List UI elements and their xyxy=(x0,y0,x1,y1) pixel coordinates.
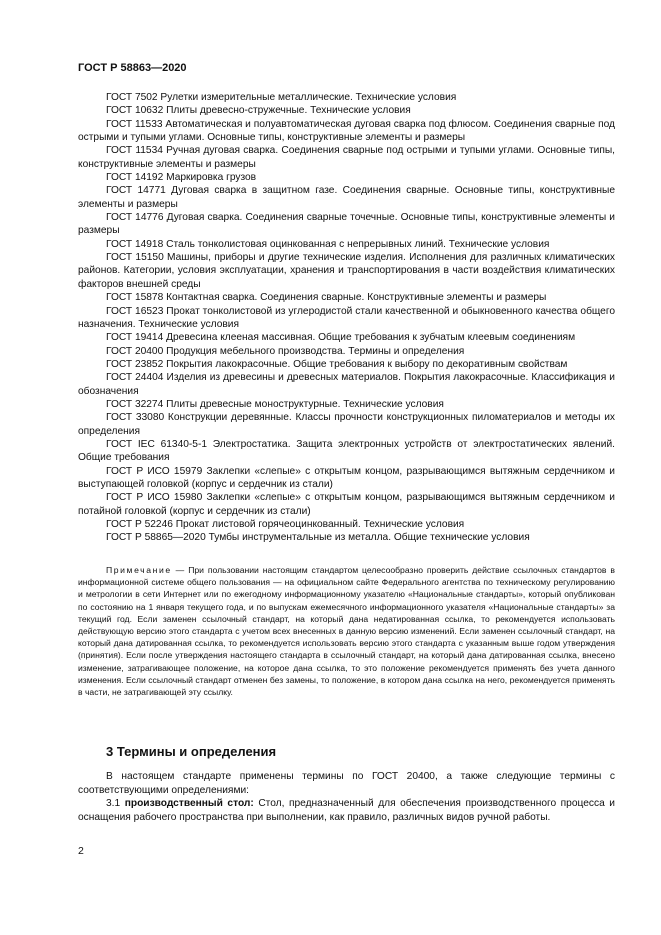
term-number: 3.1 xyxy=(106,798,121,809)
reference-item: ГОСТ 33080 Конструкции деревянные. Классы прочности конструкционных пиломатериалов и методы их определения xyxy=(78,412,615,437)
reference-item: ГОСТ Р 58865—2020 Тумбы инструментальные из металла. Общие технические условия xyxy=(106,532,530,544)
reference-item: ГОСТ 20400 Продукция мебельного производства. Термины и определения xyxy=(106,345,465,357)
reference-item: ГОСТ 32274 Плиты древесные моноструктурные. Технические условия xyxy=(106,398,444,410)
reference-item: ГОСТ 14192 Маркировка грузов xyxy=(106,172,257,184)
reference-item: ГОСТ 19414 Древесина клееная массивная. Общие требования к зубчатым клеевым соединениям xyxy=(106,332,576,344)
term-definition: Стол, предназначенный для обеспечения производственного процесса и оснащения рабочего пространства при выполнении, как правило, различных видов ручной работы. xyxy=(78,798,615,823)
section-intro: В настоящем стандарте применены термины по ГОСТ 20400, а также следующие термины с соответствующими определениями: xyxy=(78,771,615,796)
page-number: 2 xyxy=(78,845,84,857)
section-body xyxy=(78,770,615,824)
reference-item: ГОСТ 15878 Контактная сварка. Соединения сварные. Конструктивные элементы и размеры xyxy=(106,292,547,304)
reference-item: ГОСТ Р ИСО 15980 Заклепки «слепые» с открытым концом, разрывающимся вытяжным сердечником и потайной головкой (корпус и сердечник из стали) xyxy=(78,492,615,517)
reference-item: ГОСТ 23852 Покрытия лакокрасочные. Общие требования к выбору по декоративным свойствам xyxy=(106,358,568,370)
section-heading: 3 Термины и определения xyxy=(106,744,277,759)
term-name: производственный стол: xyxy=(124,798,254,809)
normative-references-list xyxy=(78,91,615,545)
reference-item: ГОСТ Р ИСО 15979 Заклепки «слепые» с открытым концом, разрывающимся вытяжным сердечником и выступающей головкой (корпус и сердечник из стали) xyxy=(78,465,615,490)
reference-item: ГОСТ 14918 Сталь тонколистовая оцинкованная с непрерывных линий. Технические условия xyxy=(106,238,550,250)
reference-item: ГОСТ 14776 Дуговая сварка. Соединения сварные точечные. Основные типы, конструктивные элементы и размеры xyxy=(78,212,615,237)
reference-item: ГОСТ Р 52246 Прокат листовой горячеоцинкованный. Технические условия xyxy=(106,519,465,530)
reference-item: ГОСТ 11533 Автоматическая и полуавтоматическая дуговая сварка под флюсом. Соединения сварные под острыми и тупыми углами. Основные типы, конструктивные элементы и размеры xyxy=(78,118,615,144)
reference-item: ГОСТ 16523 Прокат тонколистовой из углеродистой стали качественной и обыкновенного качества общего назначения. Технические условия xyxy=(78,305,615,330)
reference-item: ГОСТ 7502 Рулетки измерительные металлические. Технические условия xyxy=(106,92,457,103)
reference-item: ГОСТ 14771 Дуговая сварка в защитном газе. Соединения сварные. Основные типы, конструктивные элементы и размеры xyxy=(78,185,615,210)
reference-item: ГОСТ IEC 61340-5-1 Электростатика. Защита электронных устройств от электростатических явлений. Общие требования xyxy=(78,438,615,464)
reference-item: ГОСТ 10632 Плиты древесно-стружечные. Технические условия xyxy=(106,105,411,117)
term-definition-paragraph xyxy=(78,797,615,824)
reference-item: ГОСТ 15150 Машины, приборы и другие технические изделия. Исполнения для различных климатических районов. Категории, условия эксплуатации, хранения и транспортирования в части воздействия климатических факторов внешней среды xyxy=(78,252,615,290)
note-text: — При пользовании настоящим стандартом целесообразно проверить действие ссылочных стандартов в информационной системе общего пользования — на официальном сайте Федерального агентства по техническому регулированию и метрологии в сети Интернет или по ежегодному информационному указателю «Национальные стандарты», который опубликован по состоянию на 1 января текущего года, и по выпускам ежемесячного информационного указателя «Национальные стандарты» за текущий год. Если заменен ссылочный стандарт, на который дана недатированная ссылка, то рекомендуется использовать действующую версию этого стандарта с учетом всех внесенных в данную версию изменений. Если заменен ссылочный стандарт, на который дана датированная ссылка, то рекомендуется использовать версию этого стандарта с указанным выше годом утверждения (принятия). Если после утверждения настоящего стандарта в ссылочный стандарт, на который дана датированная ссылка, внесено изменение, затрагивающее положение, на которое дана ссылка, то это положение рекомендуется применять без учета данного изменения. Если ссылочный стандарт отменен без замены, то положение, в котором дана ссылка на него, рекомендуется применять в части, не затрагивающей эту ссылку. xyxy=(78,565,615,698)
note-label: Примечание xyxy=(106,565,172,575)
reference-item: ГОСТ 11534 Ручная дуговая сварка. Соединения сварные под острыми и тупыми углами. Основные типы, конструктивные элементы и размеры xyxy=(78,145,615,170)
note-block xyxy=(78,564,615,698)
reference-item: ГОСТ 24404 Изделия из древесины и древесных материалов. Покрытия лакокрасочные. Классификация и обозначения xyxy=(78,372,615,397)
running-header: ГОСТ Р 58863—2020 xyxy=(78,62,187,74)
